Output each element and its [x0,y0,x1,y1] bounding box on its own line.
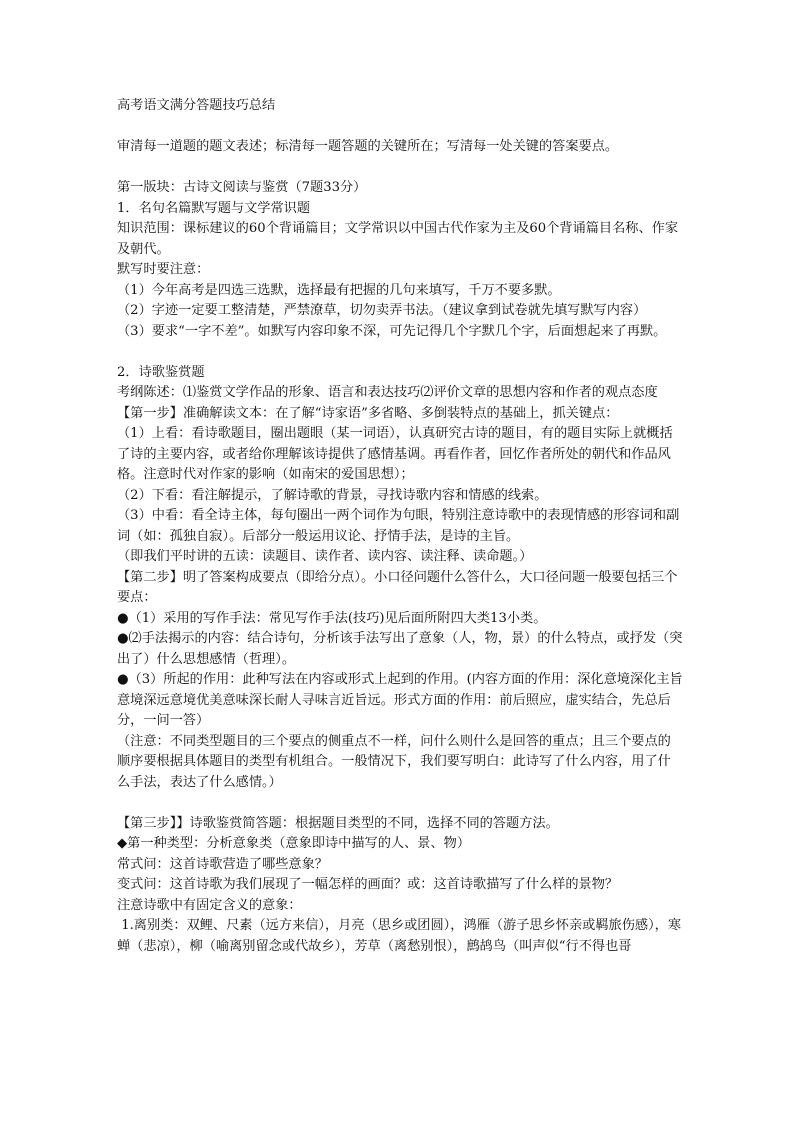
blank-line [117,342,683,363]
bullet-item-1: ●（1）采用的写作手法：常见写作手法(技巧)见后面所附四大类13小类。 [117,610,547,626]
section-heading: 第一版块：古诗文阅读与鉴赏（7题33分） [117,180,367,195]
blank-line [117,117,683,138]
step-1-item-d: （即我们平时讲的五读：读题目、读作者、读内容、读注释、读命题。） [117,549,533,564]
notice-item-3: （3）要求“一字不差”。如默写内容印象不深，可先记得几个字默几个字，后面想起来了再默。 [117,323,667,339]
syllabus-paragraph: 考纲陈述：⑴鉴赏文学作品的形象、语言和表达技巧⑵评价文章的思想内容和作者的观点态度 [117,385,658,400]
imagery-list-item-1: 1.离别类：双鲤、尺素（远方来信），月亮（思乡或团圆），鸿雁（游子思乡怀亲或羁旅伤感），寒蝉（悲凉），柳（喻离别留念或代故乡），芳草（离愁别恨），鹧鸪鸟（叫声似“行不得也哥 [117,918,682,954]
document-body [117,96,683,957]
step-3-heading: 【第三步】】诗歌鉴赏简答题：根据题目类型的不同，选择不同的答题方法。 [117,815,559,831]
type-1-heading: ◆第一种类型：分析意象类（意象即诗中描写的人、景、物） [117,836,471,851]
question-variant: 变式问：这首诗歌为我们展现了一幅怎样的画面？或：这首诗歌描写了什么样的景物？ [117,877,619,892]
blank-line [117,793,683,814]
subheading-recitation: 1．名句名篇默写题与文学常识题 [117,200,311,216]
fixed-imagery-heading: 注意诗歌中有固定含义的意象： [117,897,302,913]
step-2-heading: 【第二步】明了答案构成要点（即给分点）。小口径问题什么答什么，大口径问题一般要包括三个要点： [117,569,678,605]
dictation-notice: 默写时要注意： [117,262,210,277]
step-1-item-a: （1）上看：看诗歌题目，圈出题眼（某一词语），认真研究古诗的题目，有的题目实际上就概括了诗的主要内容，或者给你理解该诗提供了感情基调。再看作者，回忆作者所处的朝代和作品风格。注意时代对作家的影响（如南宋的爱国思想）； [117,426,673,482]
bullet-item-2: ●⑵手法揭示的内容：结合诗句，分析该手法写出了意象（人，物，景）的什么特点，或抒发（突出了）什么思想感情（哲理）。 [117,631,683,667]
step-1-item-b: （2）下看：看注解提示，了解诗歌的背景，寻找诗歌内容和情感的线索。 [117,487,548,503]
subheading-poetry: 2．诗歌鉴赏题 [117,364,205,380]
step-1-heading: 【第一步】准确解读文本：在了解“诗家语”多省略、多倒装特点的基础上，抓关键点： [117,405,619,421]
notice-item-1: （1）今年高考是四选三选默，选择最有把握的几句来填写，千万不要多默。 [117,282,561,298]
notice-item-2: （2）字迹一定要工整清楚，严禁潦草，切勿卖弄书法。（建议拿到试卷就先填写默写内容） [117,303,647,318]
step-1-item-c: （3）中看：看全诗主体，每句圈出一两个词作为句眼，特别注意诗歌中的表现情感的形容词和副词（如：孤独自寂）。后部分一般运用议论、抒情手法，是诗的主旨。 [117,508,680,544]
document-title: 高考语文满分答题技巧总结 [117,98,276,113]
blank-line [117,158,683,179]
intro-paragraph: 审清每一道题的题文表述；标清每一题答题的关键所在；写清每一处关键的答案要点。 [117,139,619,154]
note-paragraph: （注意：不同类型题目的三个要点的侧重点不一样，问什么则什么是回答的重点；且三个要点的顺序要根据具体题目的类型有机组合。一般情况下，我们要写明白：此诗写了什么内容，用了什么手法，表达了什么感情。） [117,733,671,790]
knowledge-scope-paragraph: 知识范围：课标建议的60个背诵篇目；文学常识以中国古代作家为主及60个背诵篇目名称、作家及朝代。 [117,221,679,257]
bullet-item-3: ●（3）所起的作用：此种写法在内容或形式上起到的作用。(内容方面的作用：深化意境深化主旨意境深远意境优美意味深长耐人寻味言近旨远。形式方面的作用：前后照应，虚实结合，先总后分，一问一答） [117,672,683,728]
question-regular: 常式问：这首诗歌营造了哪些意象？ [117,856,328,872]
